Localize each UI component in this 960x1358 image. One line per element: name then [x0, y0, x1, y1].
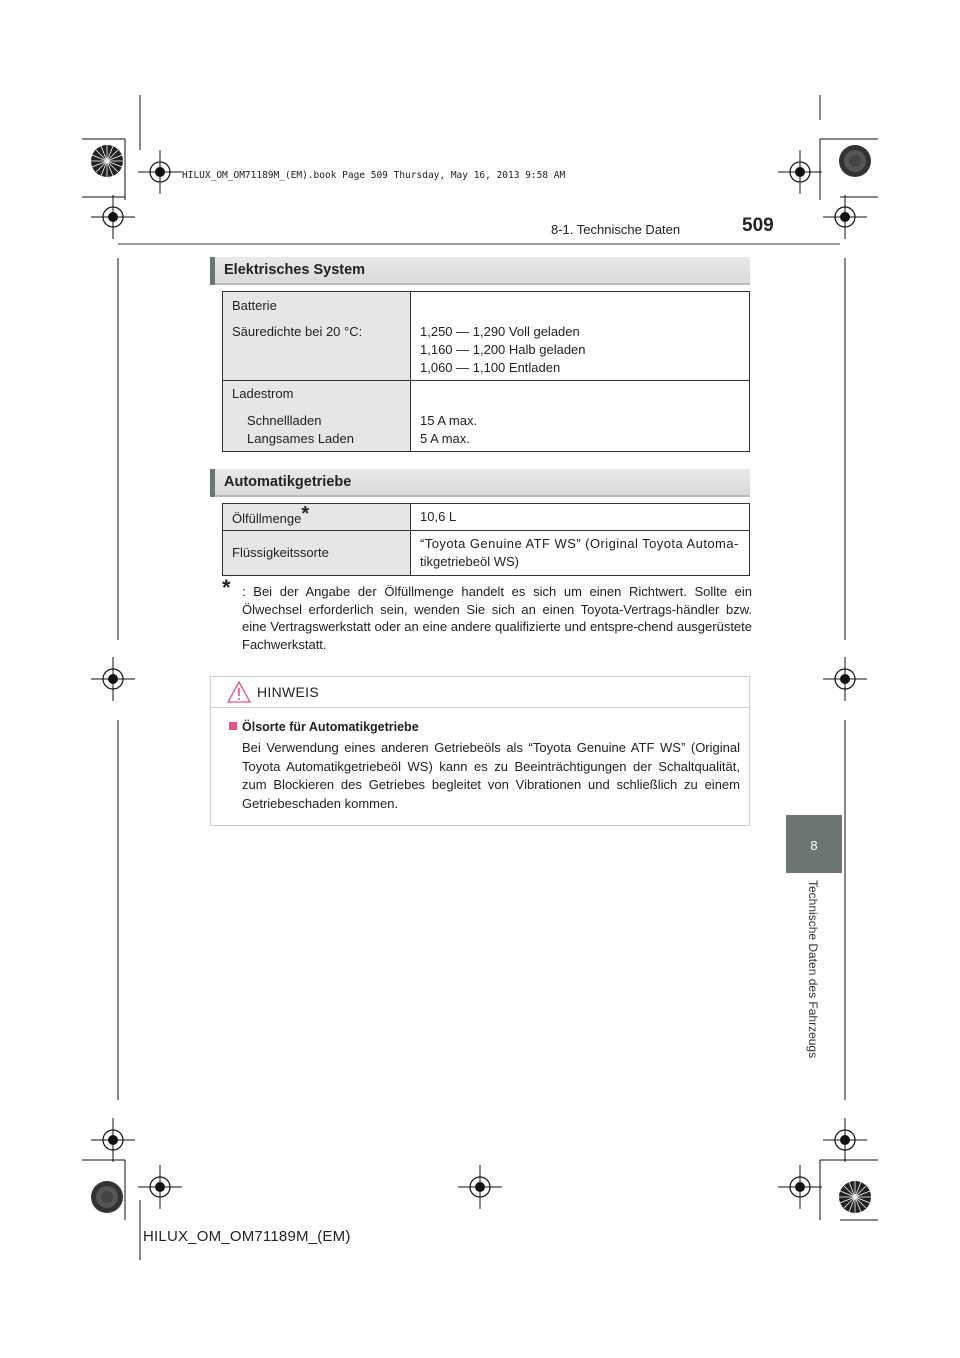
chapter-title: Technische Daten des Fahrzeugs — [806, 880, 820, 1059]
charge-value: 15 A max. — [420, 413, 478, 428]
density-label: Säuredichte bei 20 °C: — [232, 324, 363, 339]
battery-label: Batterie — [232, 298, 277, 313]
table-row — [223, 531, 750, 576]
fill-quantity-label — [232, 503, 310, 527]
bullet-square-icon — [229, 722, 237, 730]
chapter-number: 8 — [810, 838, 818, 853]
electrical-table — [222, 291, 750, 452]
section-header-bar — [210, 257, 215, 285]
table-value-cell — [411, 531, 750, 576]
section-header-bar — [210, 469, 215, 497]
transmission-table — [222, 503, 750, 576]
density-value: 1,160 — 1,200 Halb geladen — [420, 342, 586, 357]
section-header-electrical — [210, 257, 750, 285]
table-value-cell — [411, 504, 750, 531]
notice-subtitle — [229, 720, 419, 734]
fluid-type-value: “Toyota Genuine ATF WS” (Original Toyota Automa- — [420, 536, 739, 551]
notice-body: Bei Verwendung eines anderen Getriebeöls als “Toyota Genuine ATF WS” (Original Toyota Automatikgetriebeöl WS) kann es zu Beeinträchtigungen der Schaltqualität, zum Blockieren des Getriebes begleitet von Vibrationen und schließlich zu einem Getriebeschaden kommen. — [242, 740, 740, 811]
table-row — [223, 381, 750, 452]
footnote-text: : Bei der Angabe der Ölfüllmenge handelt es sich um einen Richtwert. Sollte ein Ölwechsel erforderlich sein, wenden Sie sich an einen Toyota-Vertrags-händler bzw. eine Vertragswerkstatt oder an eine andere qualifizierte und entspre-chend ausgerüstete Fachwerkstatt. — [242, 584, 752, 652]
table-value-cell — [411, 292, 750, 381]
table-label-cell — [223, 504, 411, 531]
charge-current-label: Ladestrom — [232, 386, 294, 401]
print-job-info: HILUX_OM_OM71189M_(EM).book Page 509 Thursday, May 16, 2013 9:58 AM — [182, 170, 566, 181]
fill-quantity-value: 10,6 L — [420, 509, 457, 524]
section-header-transmission — [210, 469, 750, 497]
table-value-cell — [411, 381, 750, 452]
notice-title: HINWEIS — [257, 684, 319, 700]
fluid-type-value: tikgetriebeöl WS) — [420, 554, 519, 569]
table-label-cell — [223, 381, 411, 452]
notice-subtitle-text: Ölsorte für Automatikgetriebe — [242, 720, 419, 734]
header-rule — [118, 243, 840, 245]
chapter-tab — [786, 815, 842, 873]
table-label-cell — [223, 292, 411, 381]
table-row — [223, 292, 750, 381]
charge-type: Langsames Laden — [247, 431, 354, 446]
header-section-title: 8-1. Technische Daten — [551, 222, 681, 237]
density-value: 1,060 — 1,100 Entladen — [420, 360, 561, 375]
charge-value: 5 A max. — [420, 431, 470, 446]
footnote — [222, 575, 752, 653]
section-title: Automatikgetriebe — [224, 474, 352, 490]
page-number: 509 — [742, 215, 774, 236]
fill-quantity-label-text: Ölfüllmenge — [232, 511, 302, 526]
warning-triangle-icon — [227, 681, 251, 703]
footnote-star: * — [301, 503, 310, 525]
fluid-type-label: Flüssigkeitssorte — [232, 545, 329, 560]
table-label-cell — [223, 531, 411, 576]
notice-header — [211, 677, 749, 708]
table-row — [223, 504, 750, 531]
notice-box — [210, 676, 750, 826]
density-value: 1,250 — 1,290 Voll geladen — [420, 324, 580, 339]
section-title: Elektrisches System — [224, 262, 366, 278]
footnote-star: * — [222, 575, 231, 600]
footer-doc-code: HILUX_OM_OM71189M_(EM) — [143, 1228, 351, 1245]
charge-type: Schnellladen — [247, 413, 322, 428]
